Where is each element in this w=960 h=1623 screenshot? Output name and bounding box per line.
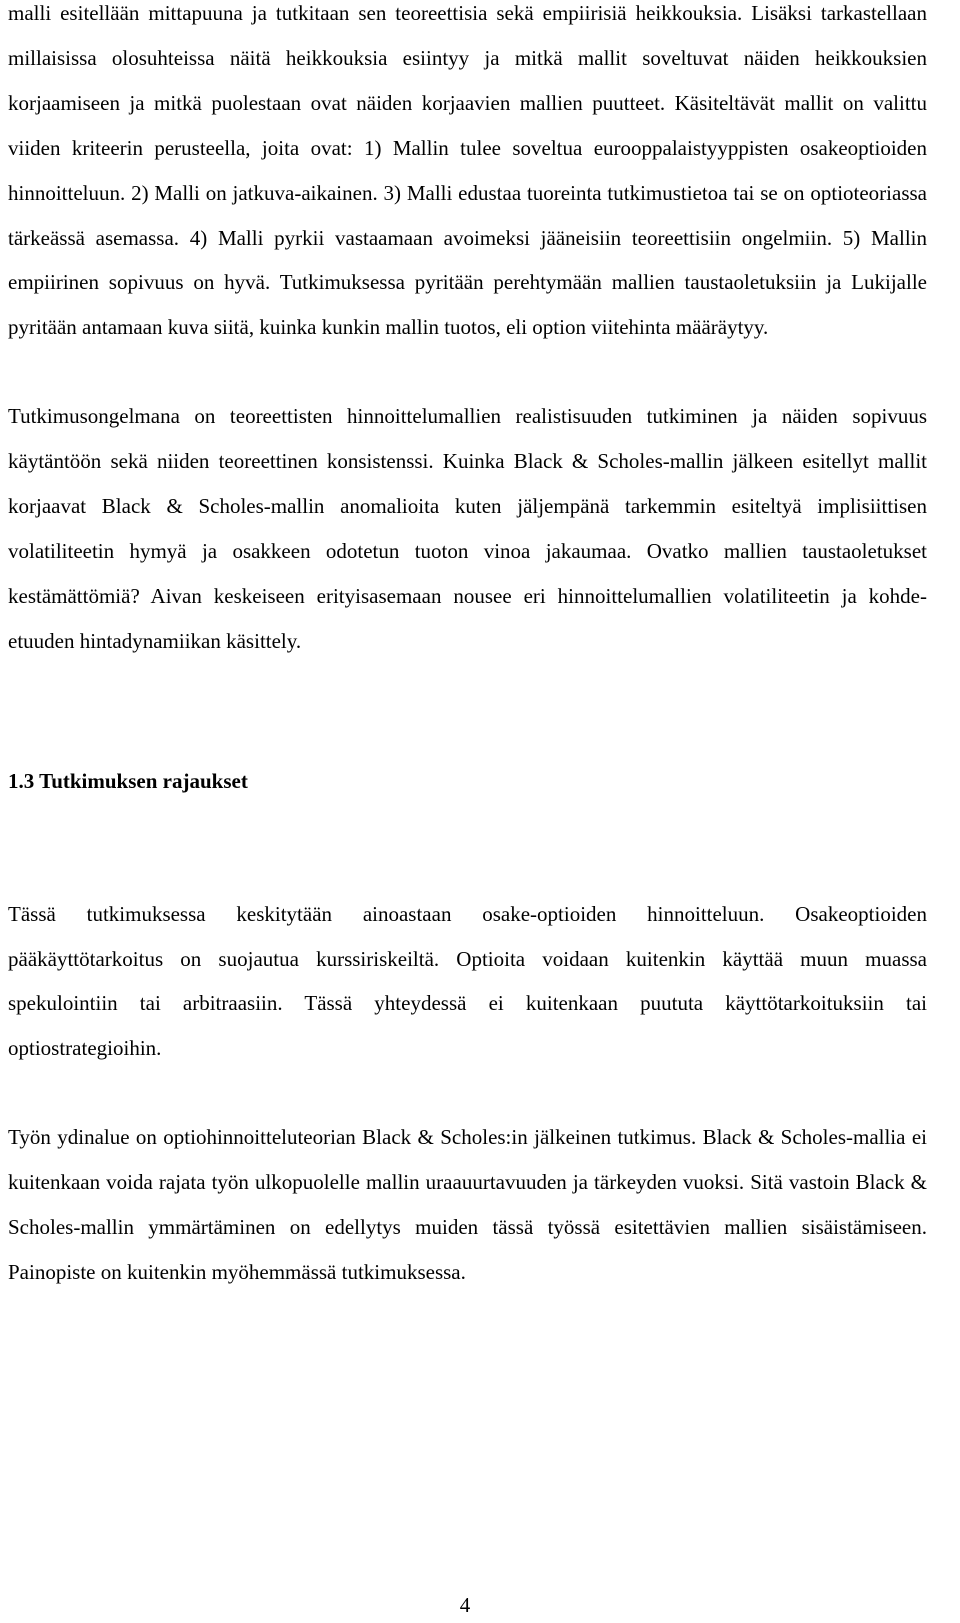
core-area-paragraph: Työn ydinalue on optiohinnoitteluteorian Black & Scholes:in jälkeinen tutkimus. Black & Scholes-mallia ei kuitenkaan voida rajata työn ulkopuolelle mallin uraauurtavuuden ja tärkeyden vuoksi. Sitä vastoin Black & Scholes-mallin ymmärtäminen on edellytys muiden tässä työssä esitettävien mallien sisäistämiseen. Painopiste on kuitenkin myöhemmässä tutkimuksessa. (8, 1125, 927, 1284)
page-number: 4 (459, 1593, 471, 1617)
intro-paragraph: malli esitellään mittapuuna ja tutkitaan sen teoreettisia sekä empiirisiä heikkouksia. Lisäksi tarkastellaan millaisissa olosuhteissa näitä heikkouksia esiintyy ja mitkä mallit soveltuvat näiden heikkouksien korjaamiseen ja mitkä puolestaan ovat näiden korjaavien mallien puutteet. Käsiteltävät mallit on valittu viiden kriteerin perusteella, joita ovat: 1) Mallin tulee soveltua eurooppalaistyyppisten osakeoptioiden hinnoitteluun. 2) Malli on jatkuva-aikainen. 3) Malli edustaa tuoreinta tutkimustietoa tai se on optioteoriassa tärkeässä asemassa. 4) Malli pyrkii vastaamaan avoimeksi jääneisiin teoreettisiin ongelmiin. 5) Mallin empiirinen sopivuus on hyvä. Tutkimuksessa pyritään perehtymään mallien taustaoletuksiin ja Lukijalle pyritään antamaan kuva siitä, kuinka kunkin mallin tuotos, eli option viitehinta määräytyy. (8, 1, 927, 340)
research-problem-paragraph: Tutkimusongelmana on teoreettisten hinnoittelumallien realistisuuden tutkiminen ja näiden sopivuus käytäntöön sekä niiden teoreettinen konsistenssi. Kuinka Black & Scholes-mallin jälkeen esitellyt mallit korjaavat Black & Scholes-mallin anomalioita kuten jäljempänä tarkemmin esiteltyä implisiittisen volatiliteetin hymyä ja osakkeen odotetun tuoton vinoa jakaumaa. Ovatko mallien taustaoletukset kestämättömiä? Aivan keskeiseen erityisasemaan nousee eri hinnoittelumallien volatiliteetin ja kohde-etuuden hintadynamiikan käsittely. (8, 404, 927, 653)
section-heading: 1.3 Tutkimuksen rajaukset (8, 768, 248, 793)
page-body (8, 0, 927, 1295)
scope-paragraph: Tässä tutkimuksessa keskitytään ainoastaan osake-optioiden hinnoitteluun. Osakeoptioiden pääkäyttötarkoitus on suojautua kurssiriskeiltä. Optioita voidaan kuitenkin käyttää muun muassa spekulointiin tai arbitraasiin. Tässä yhteydessä ei kuitenkaan puututa käyttötarkoituksiin tai optiostrategioihin. (8, 901, 927, 1061)
